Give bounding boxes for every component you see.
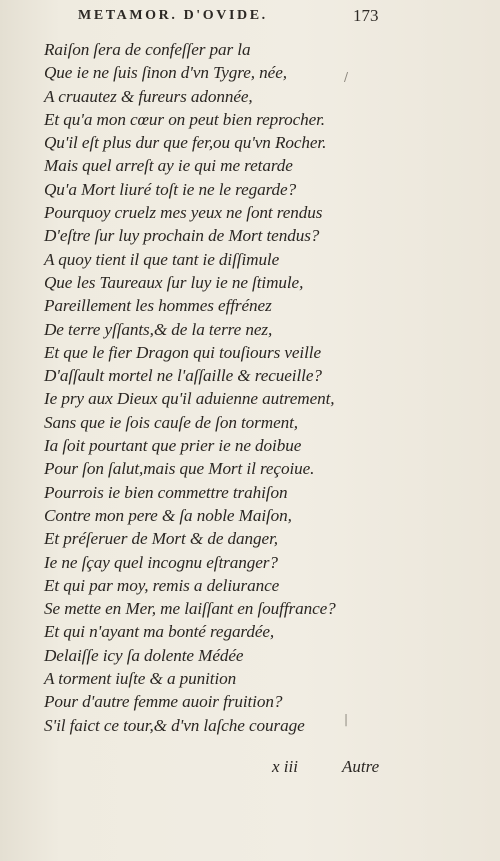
verse-line: Et qui par moy, remis a deliurance	[44, 575, 280, 595]
verse-line: Ie pry aux Dieux qu'il aduienne autrement,	[44, 389, 335, 409]
catchword: Autre	[342, 757, 380, 776]
verse-line: Et qui n'ayant ma bonté regardée,	[44, 622, 275, 642]
verse-line: Et que le fier Dragon qui touſiours veille	[44, 342, 321, 362]
verse-line: A quoy tient il que tant ie diſſimule	[44, 249, 280, 269]
verse-line: Pour ſon ſalut,mais que Mort il reçoiue.	[44, 459, 315, 479]
verse-block	[44, 38, 464, 737]
verse-line: Ie ne ſçay quel incognu eſtranger?	[44, 552, 278, 572]
verse-line: Delaiſſe icy ſa dolente Médée	[44, 645, 244, 665]
verse-line: D'eſtre ſur luy prochain de Mort tendus?	[44, 226, 320, 246]
marginal-tick-mark: /	[344, 70, 349, 84]
verse-line: Se mette en Mer, me laiſſant en ſouffrance?	[44, 599, 336, 619]
verse-line: Pourquoy cruelz mes yeux ne ſont rendus	[44, 203, 323, 223]
page-number: 173	[353, 6, 379, 25]
verse-line: Que les Taureaux ſur luy ie ne ſtimule,	[44, 272, 304, 292]
verse-line: Contre mon pere & ſa noble Maiſon,	[44, 505, 292, 525]
signature-mark: x iii	[272, 757, 298, 776]
verse-line: Mais quel arreſt ay ie qui me retarde	[44, 156, 293, 176]
verse-line: Et qu'a mon cœur on peut bien reprocher.	[44, 109, 326, 129]
verse-line: Et préſeruer de Mort & de danger,	[44, 529, 278, 549]
verse-line: De terre yſſants,& de la terre nez,	[44, 319, 273, 339]
verse-line: A torment iuſte & a punition	[44, 669, 237, 689]
verse-line: S'il faict ce tour,& d'vn laſche courage	[44, 715, 305, 735]
page-header	[78, 8, 378, 30]
verse-line: D'aſſault mortel ne l'aſſaille & recueille?	[44, 366, 322, 386]
marginal-tick-mark: |	[344, 712, 349, 726]
page-footer	[268, 757, 428, 781]
verse-line: Sans que ie ſois cauſe de ſon torment,	[44, 412, 298, 432]
verse-line: Qu'il eſt plus dur que fer,ou qu'vn Rocher.	[44, 133, 327, 153]
verse-line: Pareillement les hommes effrénez	[44, 296, 272, 316]
verse-line: Ia ſoit pourtant que prier ie ne doibue	[44, 436, 302, 456]
verse-line: Pour d'autre femme auoir fruition?	[44, 692, 283, 712]
verse-line: A cruautez & fureurs adonnée,	[44, 86, 253, 106]
verse-line: Que ie ne ſuis ſinon d'vn Tygre, née,	[44, 63, 287, 83]
verse-line: Raiſon ſera de confeſſer par la	[44, 40, 251, 59]
verse-line: Pourrois ie bien commettre trahiſon	[44, 482, 288, 502]
verse-line: Qu'a Mort liuré toſt ie ne le regarde?	[44, 179, 297, 199]
running-title: METAMOR. D'OVIDE.	[78, 8, 268, 23]
